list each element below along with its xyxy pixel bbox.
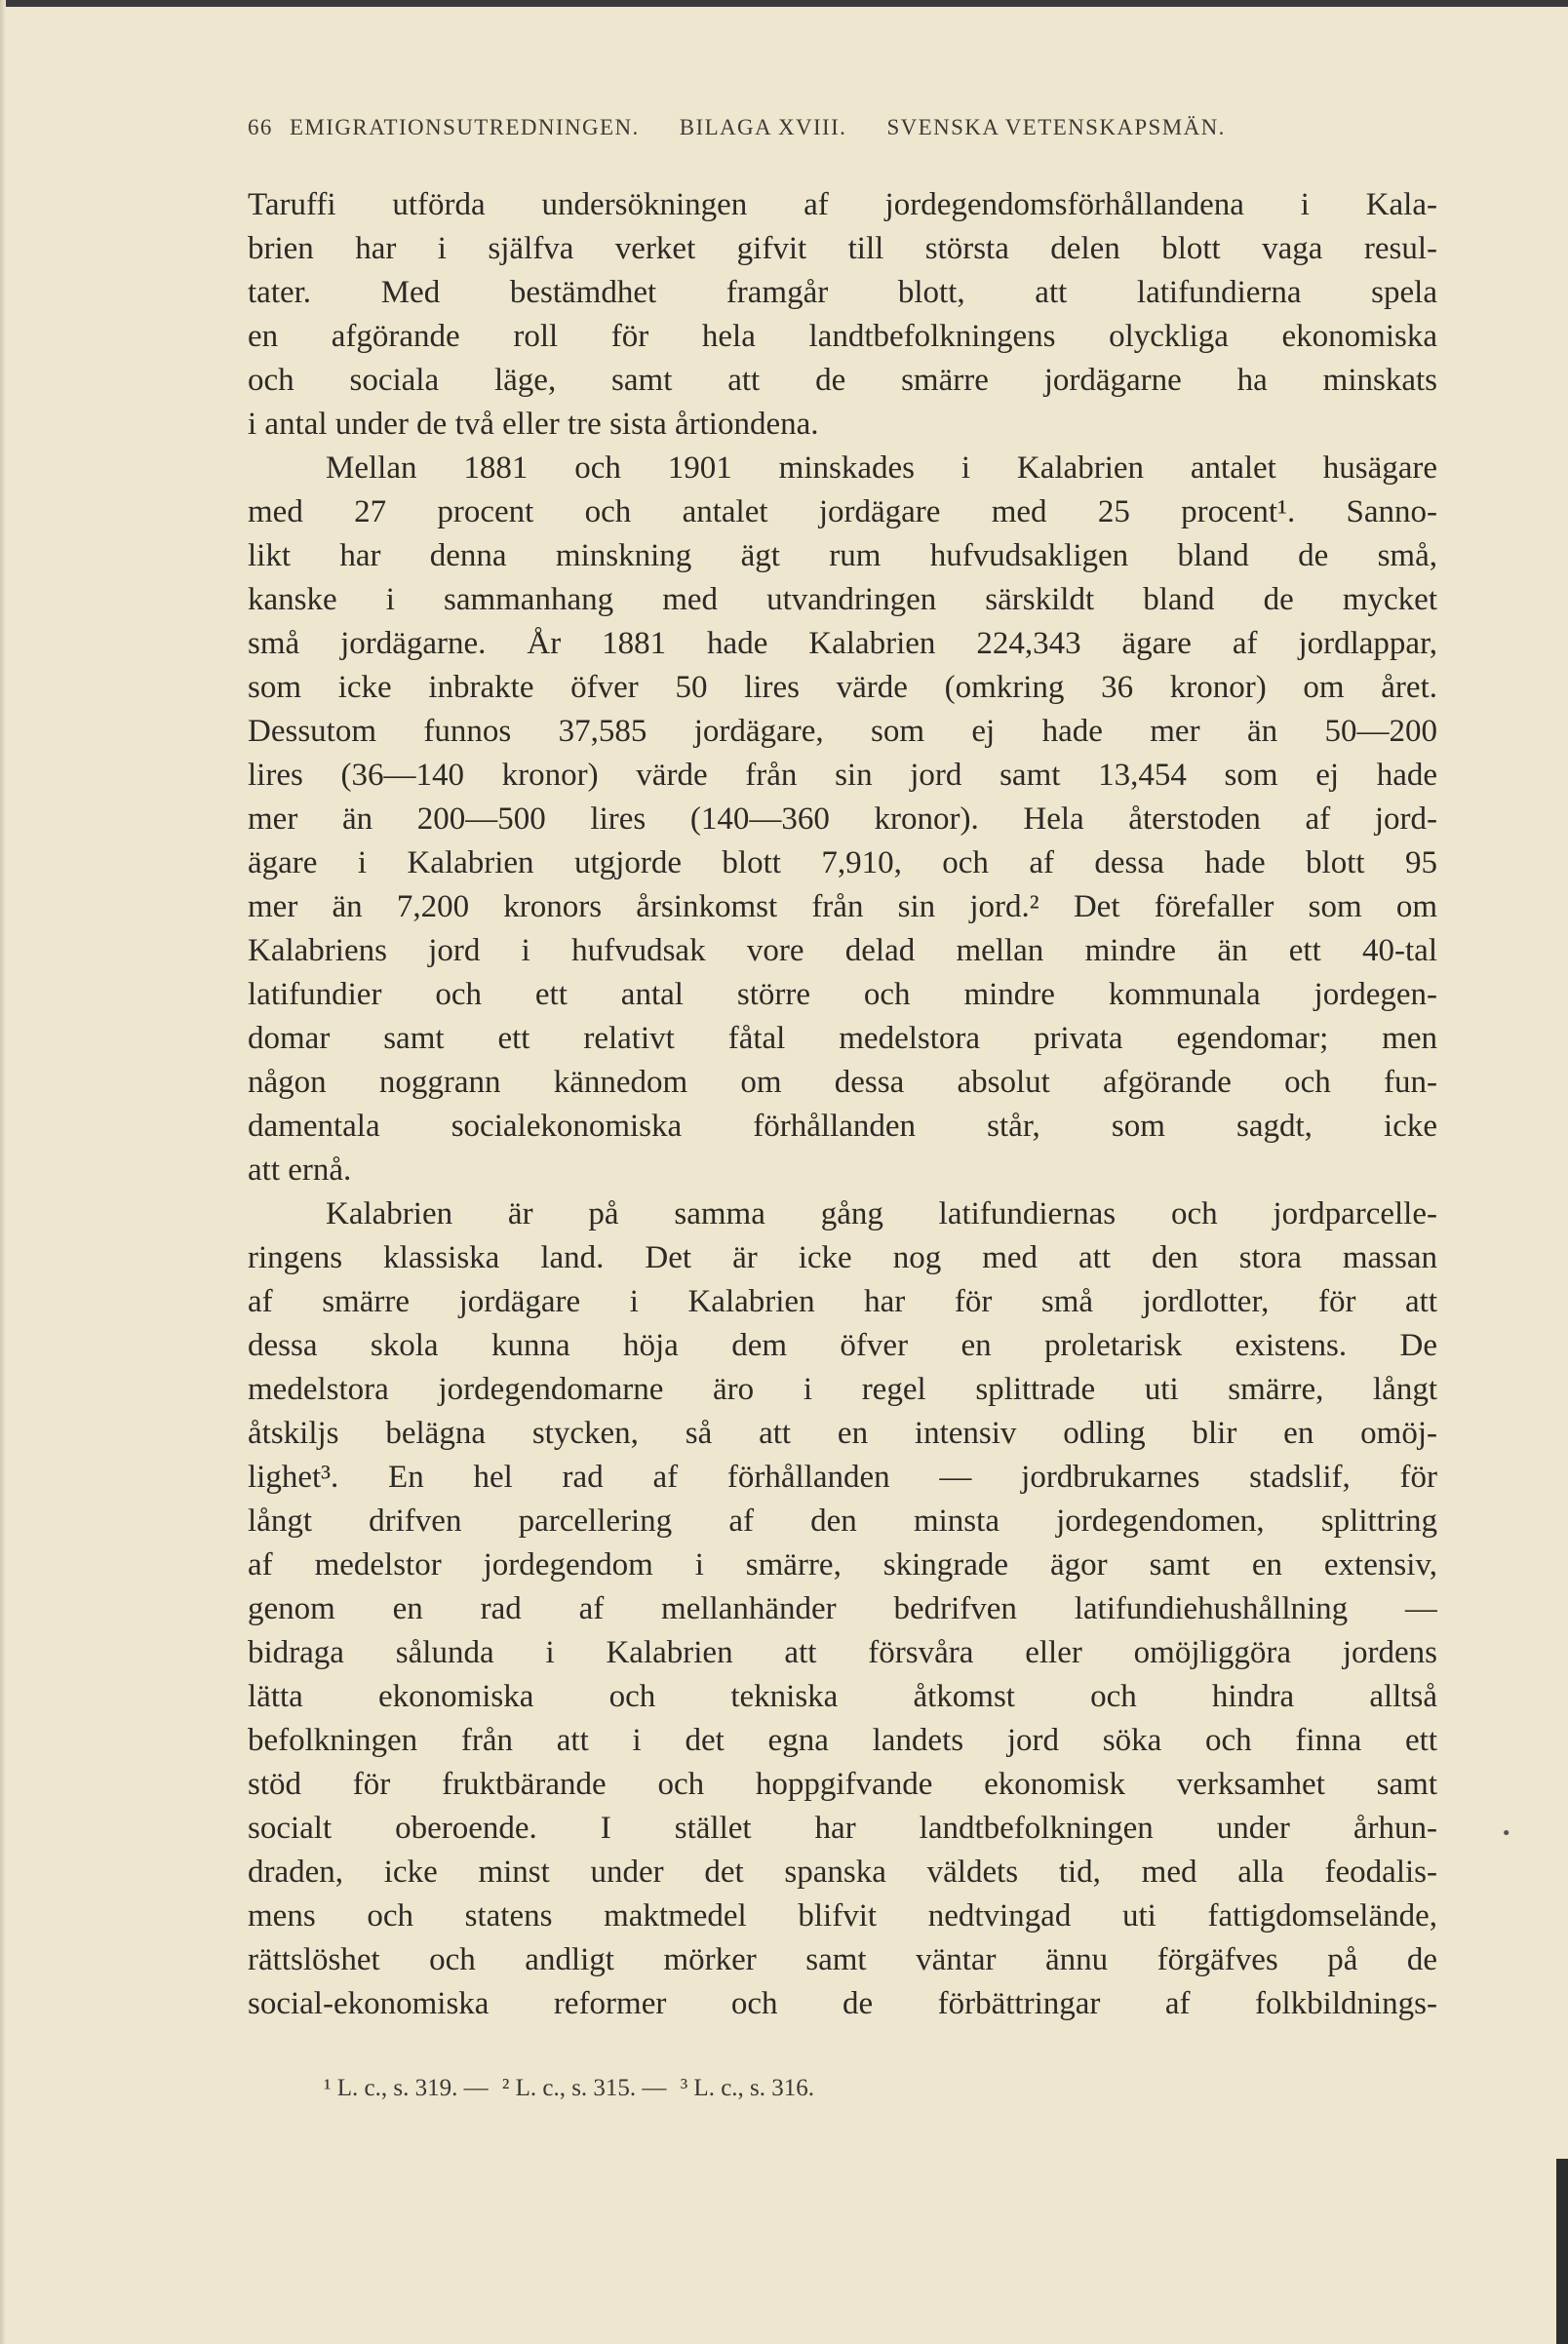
- text-line: socialt oberoende. I stället har landtbefolkningen under århun-: [248, 1811, 1437, 1846]
- text-line: damentala socialekonomiska förhållanden står, som sagdt, icke: [248, 1109, 1437, 1144]
- footnote-3: ³ L. c., s. 316.: [680, 2075, 815, 2101]
- text-line: som icke inbrakte öfver 50 lires värde (omkring 36 kronor) om året.: [248, 670, 1437, 705]
- text-line: rättslöshet och andligt mörker samt väntar ännu förgäfves på de: [248, 1942, 1437, 1977]
- text-line: att ernå.: [248, 1152, 352, 1188]
- text-line: af smärre jordägare i Kalabrien har för små jordlotter, för att: [248, 1284, 1437, 1319]
- page-corner-shadow: [1556, 2159, 1568, 2344]
- page-number: 66: [248, 115, 273, 139]
- text-line: af medelstor jordegendom i smärre, skingrade ägor samt en extensiv,: [248, 1547, 1437, 1582]
- footnote-2: ² L. c., s. 315. —: [501, 2075, 667, 2101]
- text-line: stöd för fruktbärande och hoppgifvande ekonomisk verksamhet samt: [248, 1767, 1437, 1802]
- margin-mark: •: [1501, 1823, 1511, 1844]
- text-line: Mellan 1881 och 1901 minskades i Kalabrien antalet husägare: [326, 450, 1437, 486]
- text-line: Dessutom funnos 37,585 jordägare, som ej hade mer än 50—200: [248, 714, 1437, 749]
- text-line: ägare i Kalabrien utgjorde blott 7,910, och af dessa hade blott 95: [248, 845, 1437, 880]
- text-line: mer än 200—500 lires (140—360 kronor). Hela återstoden af jord-: [248, 801, 1437, 837]
- text-line: i antal under de två eller tre sista årtiondena.: [248, 407, 819, 442]
- text-line: små jordägarne. År 1881 hade Kalabrien 224,343 ägare af jordlappar,: [248, 626, 1437, 661]
- running-head-section: SVENSKA VETENSKAPSMÄN.: [886, 115, 1226, 139]
- text-line: bidraga sålunda i Kalabrien att försvåra eller omöjliggöra jordens: [248, 1635, 1437, 1670]
- text-line: lighet³. En hel rad af förhållanden — jordbrukarnes stadslif, för: [248, 1460, 1437, 1495]
- text-line: åtskiljs belägna stycken, så att en intensiv odling blir en omöj-: [248, 1416, 1437, 1451]
- footnote-1: ¹ L. c., s. 319. —: [324, 2075, 489, 2101]
- text-line: någon noggrann kännedom om dessa absolut afgörande och fun-: [248, 1065, 1437, 1100]
- running-head-supplement: BILAGA XVIII.: [679, 115, 847, 139]
- text-line: Taruffi utförda undersökningen af jordegendomsförhållandena i Kala-: [248, 187, 1437, 222]
- footnotes: [324, 2075, 822, 2102]
- body-text: [248, 183, 1437, 2026]
- text-line: Kalabriens jord i hufvudsak vore delad mellan mindre än ett 40-tal: [248, 933, 1437, 968]
- paragraph: [248, 183, 1437, 447]
- text-line: med 27 procent och antalet jordägare med 25 procent¹. Sanno-: [248, 494, 1437, 529]
- text-line: kanske i sammanhang med utvandringen särskildt bland de mycket: [248, 582, 1437, 617]
- text-line: lires (36—140 kronor) värde från sin jord samt 13,454 som ej hade: [248, 758, 1437, 793]
- text-line: dessa skola kunna höja dem öfver en proletarisk existens. De: [248, 1328, 1437, 1363]
- text-line: latifundier och ett antal större och mindre kommunala jordegen-: [248, 977, 1437, 1012]
- text-line: mens och statens maktmedel blifvit nedtvingad uti fattigdomselände,: [248, 1898, 1437, 1934]
- text-line: social-ekonomiska reformer och de förbättringar af folkbildnings-: [248, 1986, 1437, 2021]
- paragraph: [248, 1192, 1437, 2026]
- running-head: [248, 115, 1437, 154]
- page-top-border: [0, 0, 1568, 7]
- text-line: och sociala läge, samt att de smärre jordägarne ha minskats: [248, 363, 1437, 398]
- paragraph: [248, 447, 1437, 1192]
- book-page: [248, 115, 1437, 2026]
- text-line: mer än 7,200 kronors årsinkomst från sin jord.² Det förefaller som om: [248, 889, 1437, 924]
- text-line: medelstora jordegendomarne äro i regel splittrade uti smärre, långt: [248, 1372, 1437, 1407]
- text-line: långt drifven parcellering af den minsta jordegendomen, splittring: [248, 1504, 1437, 1539]
- text-line: likt har denna minskning ägt rum hufvudsakligen bland de små,: [248, 538, 1437, 573]
- running-head-title: EMIGRATIONSUTREDNINGEN.: [289, 115, 640, 139]
- text-line: brien har i själfva verket gifvit till största delen blott vaga resul-: [248, 231, 1437, 266]
- page-left-edge: [0, 0, 6, 2344]
- text-line: domar samt ett relativt fåtal medelstora privata egendomar; men: [248, 1021, 1437, 1056]
- text-line: ringens klassiska land. Det är icke nog med att den stora massan: [248, 1240, 1437, 1275]
- text-line: genom en rad af mellanhänder bedrifven latifundiehushållning —: [248, 1591, 1437, 1626]
- text-line: befolkningen från att i det egna landets jord söka och finna ett: [248, 1723, 1437, 1758]
- text-line: en afgörande roll för hela landtbefolkningens olyckliga ekonomiska: [248, 319, 1437, 354]
- text-line: Kalabrien är på samma gång latifundiernas och jordparcelle-: [326, 1196, 1437, 1231]
- text-line: lätta ekonomiska och tekniska åtkomst och hindra alltså: [248, 1679, 1437, 1714]
- text-line: tater. Med bestämdhet framgår blott, att latifundierna spela: [248, 275, 1437, 310]
- text-line: draden, icke minst under det spanska väldets tid, med alla feodalis-: [248, 1855, 1437, 1890]
